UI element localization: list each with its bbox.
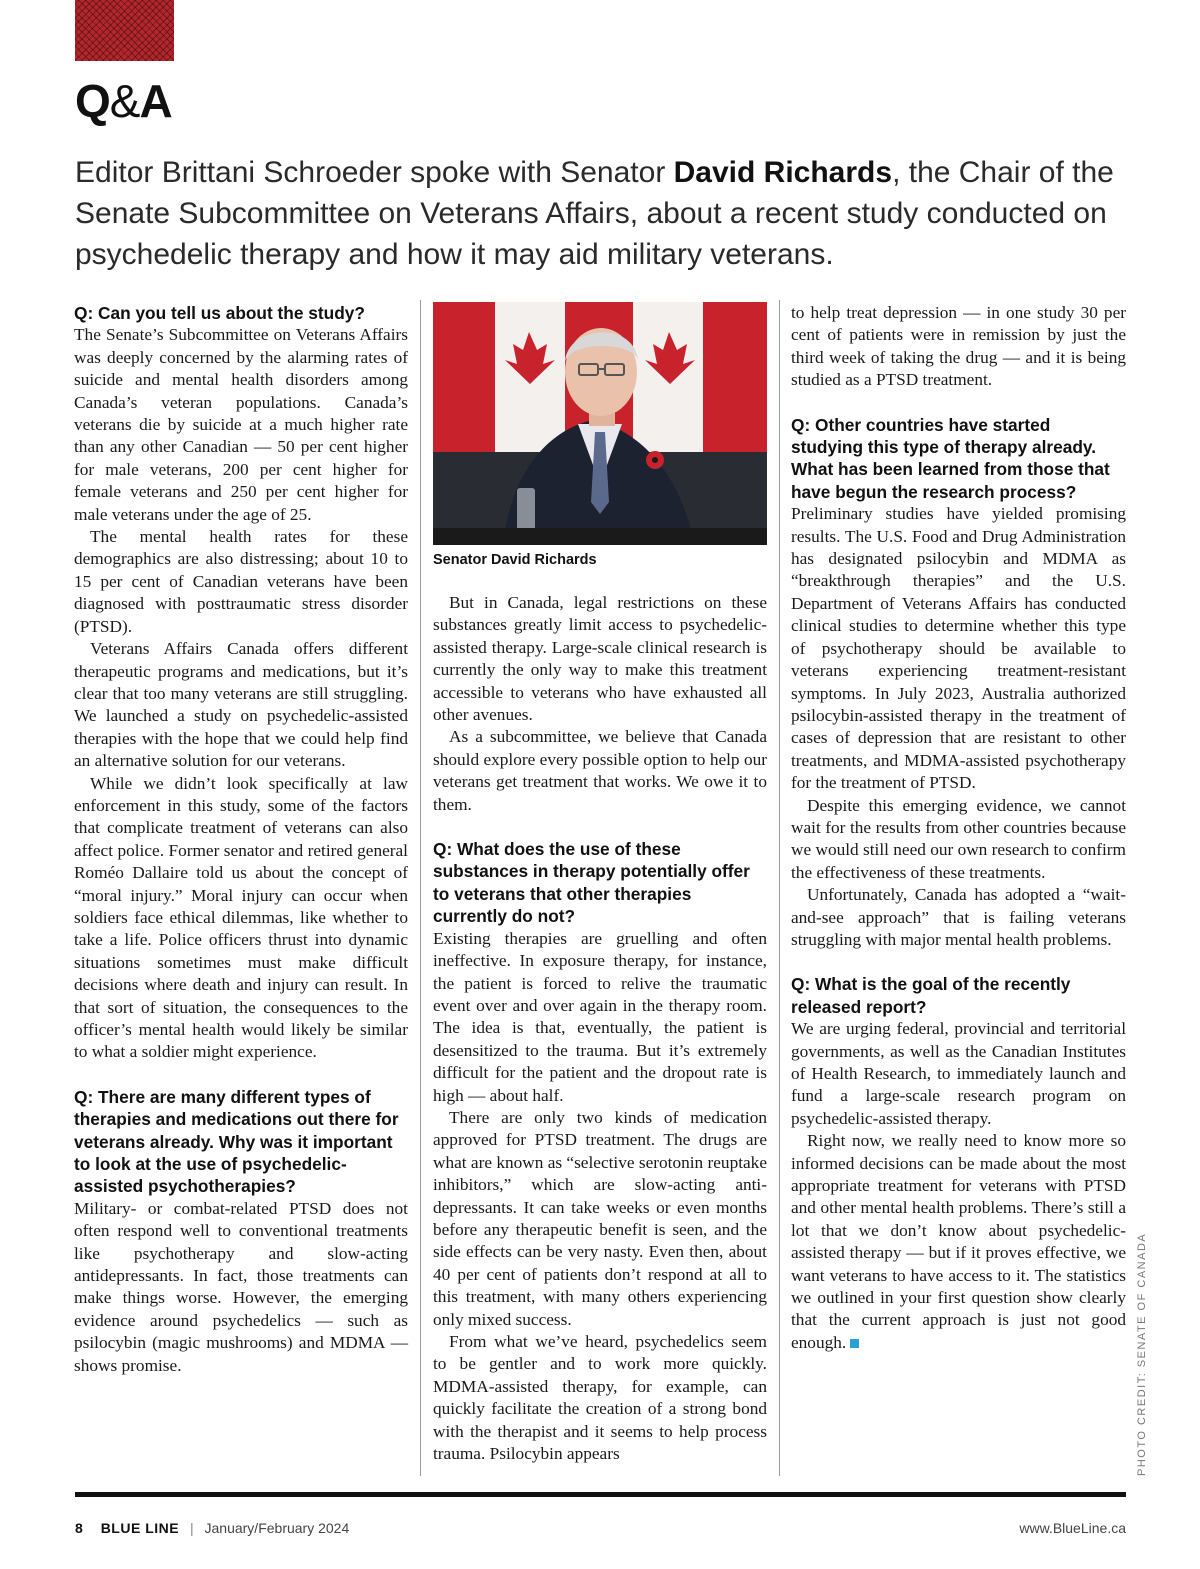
section-title-ampersand: & xyxy=(109,75,140,127)
question-heading: Q: There are many different types of therapies and medications out there for veterans already. Why was it important to look at the use of psychedelic-assisted psychotherapies? xyxy=(74,1086,399,1197)
article-column-1 xyxy=(74,302,408,1377)
footer-rule xyxy=(75,1492,1126,1497)
answer-paragraph xyxy=(791,1130,1126,1354)
section-title-a: A xyxy=(139,75,172,127)
article-column-2 xyxy=(433,302,767,1465)
answer-paragraph: The mental health rates for these demographics are also distressing; about 10 to 15 per cent of Canadian veterans have been diagnosed with posttraumatic stress disorder (PTSD). xyxy=(74,527,408,636)
intro-deck xyxy=(75,152,1135,275)
answer-paragraph: Preliminary studies have yielded promising results. The U.S. Food and Drug Administration has designated psilocybin and MDMA as “breakthrough therapies” and the U.S. Department of Veterans Affairs has conducted clinical studies to determine whether this type of psychotherapy should be available to veterans experiencing treatment-resistant symptoms. In July 2023, Australia authorized psilocybin-assisted therapy in the treatment of cases of depression that are resistant to other treatments, and MDMA-assisted psychotherapy for the treatment of PTSD. xyxy=(791,504,1126,793)
photo-credit: PHOTO CREDIT: SENATE OF CANADA xyxy=(1136,1232,1148,1476)
question-heading: Q: Can you tell us about the study? xyxy=(74,303,365,323)
answer-paragraph: From what we’ve heard, psychedelics seem to be gentler and to work more quickly. MDMA-assisted therapy, for example, can quickly facilitate the creation of a strong bond with the therapist and it seems to help process trauma. Psilocybin appears xyxy=(433,1332,767,1464)
senator-photo-illustration xyxy=(433,302,767,545)
answer-paragraph: As a subcommittee, we believe that Canada should explore every possible option to help our veterans get treatment that works. We owe it to them. xyxy=(433,727,767,814)
question-heading: Q: What is the goal of the recently released report? xyxy=(791,974,1071,1017)
final-paragraph-text: Right now, we really need to know more so informed decisions can be made about the most appropriate treatment for veterans with PTSD and other mental health problems. There’s still a lot that we don’t know about psychedelic-assisted therapy — but if it proves effective, we want veterans to have access to it. The statistics we outlined in your first question show clearly that the current approach is just not good enough. xyxy=(791,1131,1126,1352)
article-column-3 xyxy=(791,302,1126,1354)
question-heading: Q: What does the use of these substances in therapy potentially offer to veterans that other therapies currently do not? xyxy=(433,839,750,927)
page-footer xyxy=(75,1520,1126,1542)
question-heading: Q: Other countries have started studying this type of therapy already. What has been learned from those that have begun the research process? xyxy=(791,414,1110,502)
photo-caption: Senator David Richards xyxy=(433,552,597,568)
issue-date: January/February 2024 xyxy=(204,1520,350,1536)
page-number: 8 xyxy=(75,1520,83,1536)
footer-separator: | xyxy=(189,1520,194,1536)
end-of-article-icon xyxy=(850,1339,859,1348)
section-title-q: Q xyxy=(75,75,110,127)
answer-paragraph: Existing therapies are gruelling and often ineffective. In exposure therapy, for instance, the patient is forced to relive the traumatic event over and over again in the therapy room. The idea is that, eventually, the patient is desensitized to the trauma. But it’s extremely difficult for the patient and the dropout rate is high — about half. xyxy=(433,928,767,1105)
answer-paragraph: The Senate’s Subcommittee on Veterans Affairs was deeply concerned by the alarming rates of suicide and mental health disorders among Canada’s veteran populations. Canada’s veterans die by suicide at a much higher rate than any other Canadian — 50 per cent higher for male veterans, 200 per cent higher for female veterans and 250 per cent higher for male veterans under the age of 25. xyxy=(74,325,408,524)
magazine-name: BLUE LINE xyxy=(100,1520,180,1536)
header-decorative-block xyxy=(75,0,174,61)
answer-paragraph: While we didn’t look specifically at law enforcement in this study, some of the factors that complicate treatment of veterans can also affect police. Former senator and retired general Roméo Dallaire told us about the concept of “moral injury.” Moral injury can occur when soldiers face ethical dilemmas, like whether to take a life. Police officers thrust into dynamic situations sometimes must make difficult decisions where death and injury can result. In that sort of situation, the consequences to the officer’s mental health would likely be similar to what a soldier might experience. xyxy=(74,773,408,1062)
answer-paragraph: We are urging federal, provincial and territorial governments, as well as the Canadian Institutes of Health Research, to immediately launch and fund a large-scale research program on psychedelic-assisted therapy. xyxy=(791,1019,1126,1128)
senator-photo xyxy=(433,302,767,545)
section-title xyxy=(75,74,172,128)
answer-paragraph: Despite this emerging evidence, we cannot wait for the results from other countries because we would still need our own research to confirm the effectiveness of these treatments. xyxy=(791,795,1126,882)
answer-paragraph: to help treat depression — in one study 30 per cent of patients were in remission by just the third week of taking the drug — and it is being studied as a PTSD treatment. xyxy=(791,303,1126,390)
column-divider xyxy=(779,300,780,1476)
website-url: www.BlueLine.ca xyxy=(1019,1520,1126,1536)
answer-paragraph: But in Canada, legal restrictions on these substances greatly limit access to psychedelic-assisted therapy. Large-scale clinical research is currently the only way to make this treatment accessible to veterans who have exhausted all other avenues. xyxy=(433,593,767,725)
intro-before: Editor Brittani Schroeder spoke with Senator xyxy=(75,156,674,189)
answer-paragraph: Veterans Affairs Canada offers different therapeutic programs and medications, but it’s clear that too many veterans are still struggling. We launched a study on psychedelic-assisted therapies with the hope that we could help find an alternative solution for our veterans. xyxy=(74,639,408,771)
intro-after: , the Chair of the Senate Subcommittee on Veterans Affairs, about a recent study conducted on psychedelic therapy and how it may aid military veterans. xyxy=(75,156,1114,271)
answer-paragraph: Military- or combat-related PTSD does not often respond well to conventional treatments like psychotherapy and slow-acting antidepressants. In fact, those treatments can make things worse. However, the emerging evidence around psychedelics — such as psilocybin (magic mushrooms) and MDMA — shows promise. xyxy=(74,1198,408,1375)
column-divider xyxy=(420,300,421,1476)
intro-name: David Richards xyxy=(673,156,893,189)
answer-paragraph: Unfortunately, Canada has adopted a “wait-and-see approach” that is failing veterans struggling with major mental health problems. xyxy=(791,885,1126,949)
answer-paragraph: There are only two kinds of medication approved for PTSD treatment. The drugs are what are known as “selective serotonin reuptake inhibitors,” which are slow-acting anti-depressants. It can take weeks or even months before any therapeutic benefit is seen, and the side effects can be very nasty. Even then, about 40 per cent of patients don’t respond at all to this treatment, with many others experiencing only mixed success. xyxy=(433,1107,767,1329)
